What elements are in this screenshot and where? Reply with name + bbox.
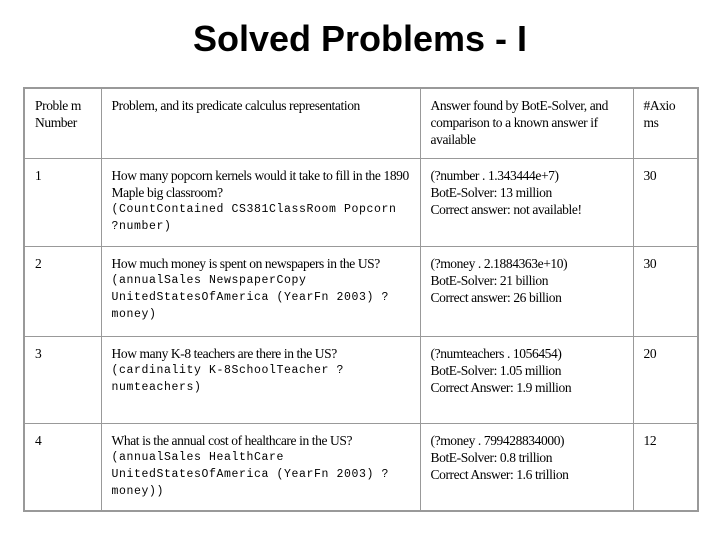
problem-code: (cardinality K-8SchoolTeacher ?numteachers) [111, 363, 345, 394]
table-row [24, 423, 698, 511]
axioms-count: 30 [633, 158, 698, 246]
answer-cell [420, 336, 633, 423]
header-answer: Answer found by BotE-Solver, and comparison to a known answer if available [420, 88, 633, 158]
problem-cell [101, 246, 420, 336]
header-problem: Problem, and its predicate calculus representation [101, 88, 420, 158]
problem-question: What is the annual cost of healthcare in the US? [111, 432, 353, 448]
answer-raw: (?money . 799428834000) [430, 432, 565, 448]
answer-cell [420, 423, 633, 511]
axioms-count: 12 [633, 423, 698, 511]
problem-cell [101, 158, 420, 246]
table-row [24, 246, 698, 336]
problem-number: 2 [24, 246, 101, 336]
problem-cell [101, 423, 420, 511]
answer-bote: BotE-Solver: 1.05 million [430, 362, 562, 378]
answer-cell [420, 246, 633, 336]
problem-number: 1 [24, 158, 101, 246]
axioms-count: 20 [633, 336, 698, 423]
problem-code: (annualSales HealthCare UnitedStatesOfAmerica (YearFn 2003) ?money)) [111, 450, 390, 498]
problem-number: 3 [24, 336, 101, 423]
problem-number: 4 [24, 423, 101, 511]
table-header-row [24, 88, 698, 158]
problem-question: How many K-8 teachers are there in the US? [111, 345, 337, 361]
table-row [24, 158, 698, 246]
answer-cell [420, 158, 633, 246]
answer-correct: Correct Answer: 1.9 million [430, 379, 572, 395]
answer-bote: BotE-Solver: 21 billion [430, 272, 549, 288]
table-row [24, 336, 698, 423]
header-problem-number: Proble m Number [24, 88, 101, 158]
problem-code: (CountContained CS381ClassRoom Popcorn ?number) [111, 202, 405, 233]
answer-raw: (?money . 2.1884363e+10) [430, 255, 568, 271]
answer-correct: Correct Answer: 1.6 trillion [430, 466, 569, 482]
slide-title: Solved Problems - I [192, 18, 528, 59]
answer-raw: (?numteachers . 1056454) [430, 345, 562, 361]
answer-correct: Correct answer: not available! [430, 201, 582, 217]
problem-question: How many popcorn kernels would it take to fill in the 1890 Maple big classroom? [111, 167, 409, 200]
problem-cell [101, 336, 420, 423]
solved-problems-table [23, 87, 699, 512]
problem-question: How much money is spent on newspapers in the US? [111, 255, 380, 271]
answer-raw: (?number . 1.343444e+7) [430, 167, 559, 183]
header-axioms: #Axio ms [633, 88, 698, 158]
answer-bote: BotE-Solver: 0.8 trillion [430, 449, 553, 465]
problem-code: (annualSales NewspaperCopy UnitedStatesOfAmerica (YearFn 2003) ?money) [111, 273, 390, 321]
answer-correct: Correct answer: 26 billion [430, 289, 562, 305]
axioms-count: 30 [633, 246, 698, 336]
answer-bote: BotE-Solver: 13 million [430, 184, 552, 200]
